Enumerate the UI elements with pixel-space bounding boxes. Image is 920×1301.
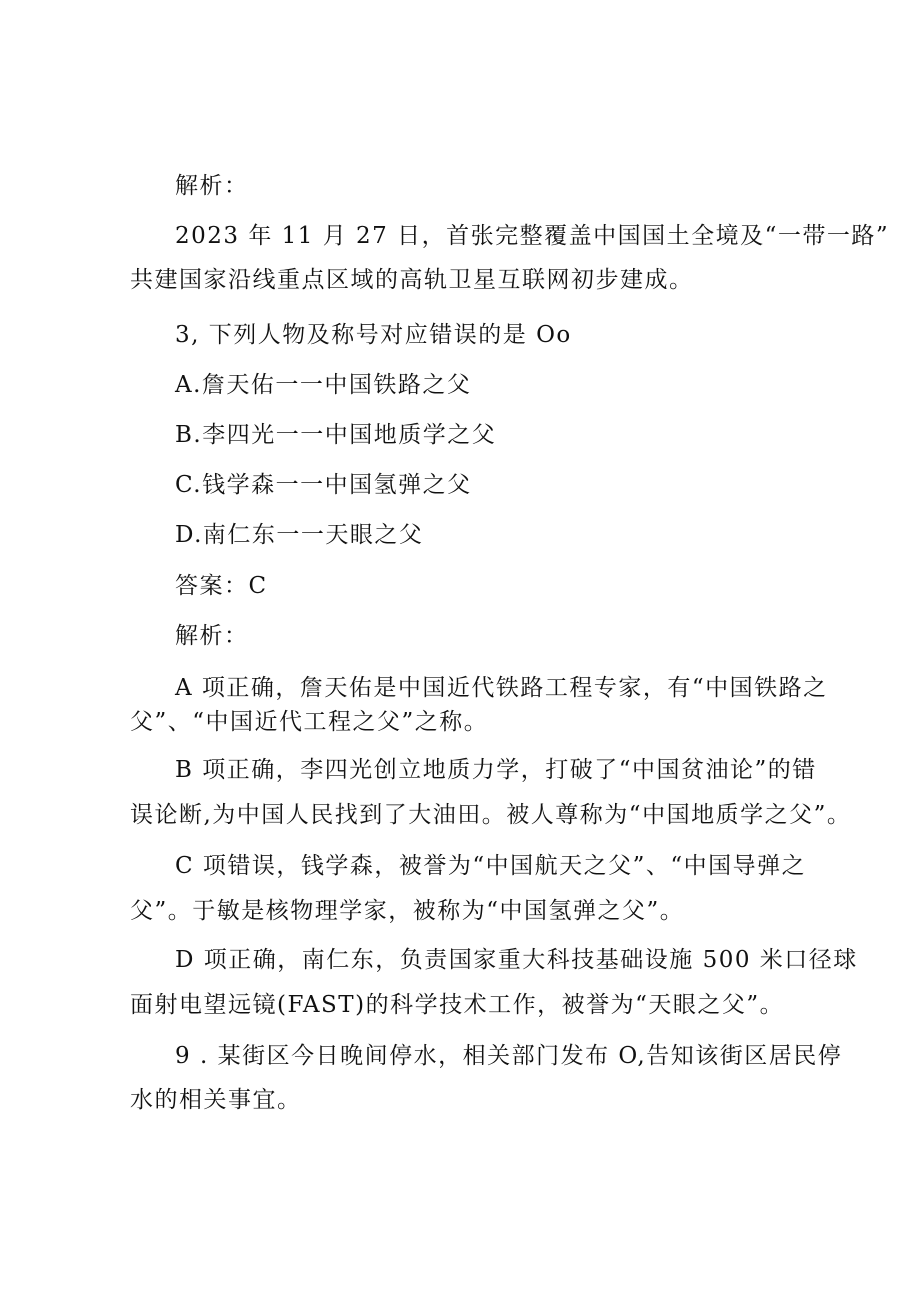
explanation-b-line-2: 误论断,为中国人民找到了大油田。被人尊称为“中国地质学之父”。 [130,802,852,828]
question-3-option-a: A.詹天佑一一中国铁路之父 [175,372,472,398]
question-9-line-2: 水的相关事宜。 [130,1087,302,1113]
question-3-option-b: B.李四光一一中国地质学之父 [175,422,497,448]
explanation-c-line-2: 父”。于敏是核物理学家，被称为“中国氢弹之父”。 [130,898,685,924]
satellite-paragraph-line-2: 共建国家沿线重点区域的高轨卫星互联网初步建成。 [130,267,694,293]
explanation-a-line-1: A 项正确，詹天佑是中国近代铁路工程专家，有“中国铁路之 [175,675,828,701]
analysis-label: 解析： [175,173,249,199]
question-3-analysis-label: 解析： [175,623,249,649]
explanation-b-line-1: B 项正确，李四光创立地质力学，打破了“中国贫油论”的错 [175,757,817,783]
question-3-option-c: C.钱学森一一中国氢弹之父 [175,472,472,498]
explanation-d-line-1: D 项正确，南仁东，负责国家重大科技基础设施 500 米口径球 [175,947,858,973]
satellite-paragraph-line-1: 2023 年 11 月 27 日，首张完整覆盖中国国土全境及“一带一路” [175,223,890,249]
explanation-d-line-2: 面射电望远镜(FAST)的科学技术工作，被誉为“天眼之父”。 [130,992,785,1018]
question-9-line-1: 9 . 某街区今日晚间停水，相关部门发布 O,告知该街区居民停 [175,1043,843,1069]
question-3-answer: 答案：C [175,573,268,599]
question-3-stem: 3, 下列人物及称号对应错误的是 Oo [175,322,572,348]
explanation-c-line-1: C 项错误，钱学森，被誉为“中国航天之父”、“中国导弹之 [175,853,807,879]
question-3-option-d: D.南仁东一一天眼之父 [175,522,424,548]
explanation-a-line-2: 父”、“中国近代工程之父”之称。 [130,709,489,735]
